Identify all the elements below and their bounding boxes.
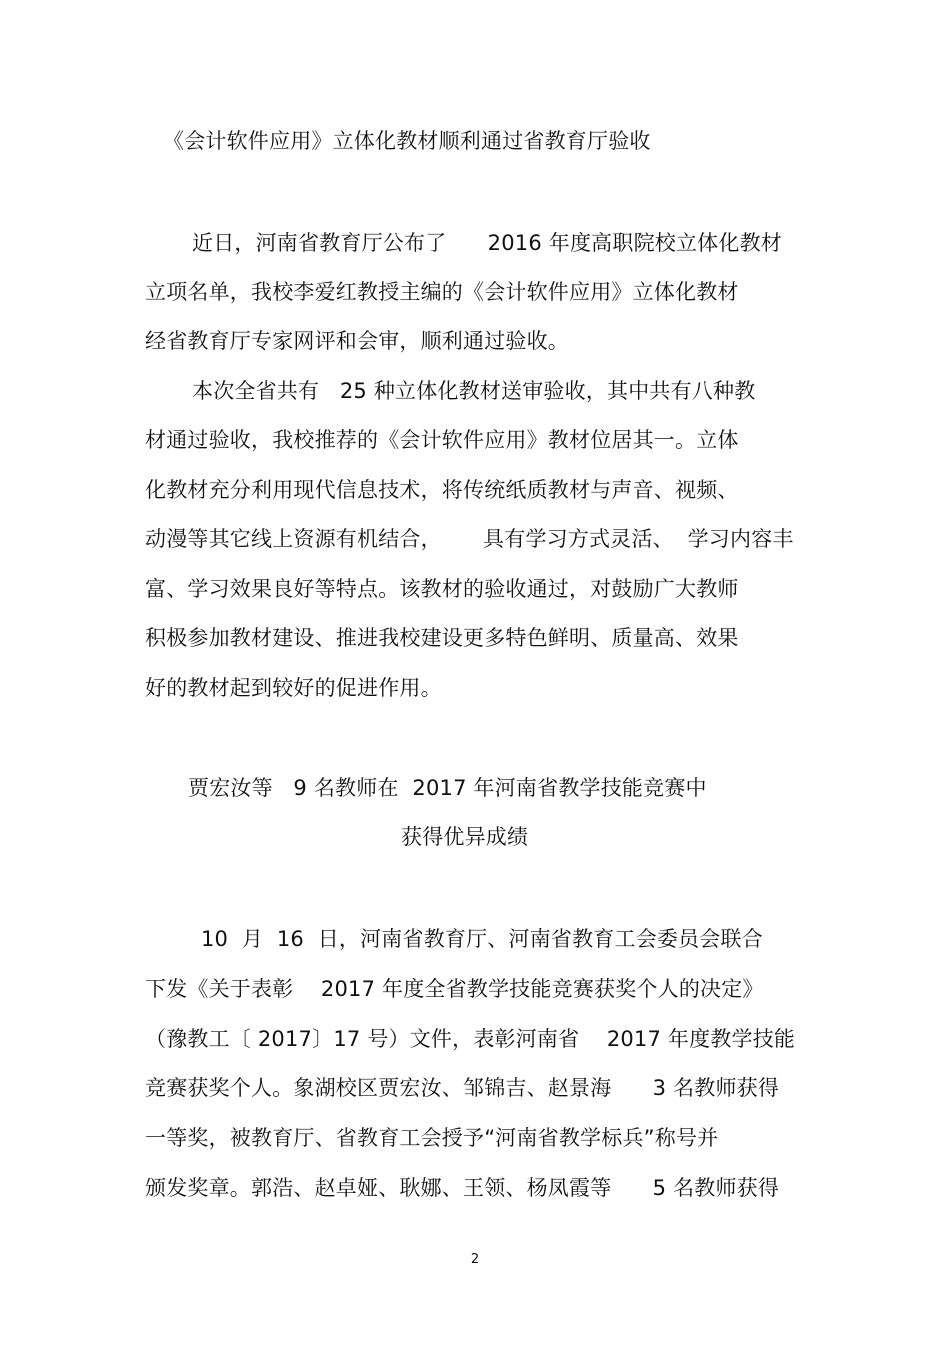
- article2-p1-line3: （豫教工〔 2017〕17 号）文件，表彰河南省 2017 年度教学技能: [145, 1027, 796, 1051]
- article1-p1-line1: 近日，河南省教育厅公布了 2016 年度高职院校立体化教材: [192, 231, 782, 255]
- article1-p2-line2: 材通过验收，我校推荐的《会计软件应用》教材位居其一。立体: [145, 428, 739, 452]
- article2-p1-line6: 颁发奖章。郭浩、赵卓娅、耿娜、王领、杨凤霞等 5 名教师获得: [145, 1176, 780, 1200]
- article1-title: 《会计软件应用》立体化教材顺利通过省教育厅验收: [163, 129, 651, 153]
- article2-p1-line2: 下发《关于表彰 2017 年度全省教学技能竞赛获奖个人的决定》: [145, 977, 764, 1001]
- article2-p1-line5: 一等奖，被教育厅、省教育工会授予“河南省教学标兵”称号并: [145, 1126, 719, 1150]
- article2-title-line1: 贾宏汝等 9 名教师在 2017 年河南省教学技能竞赛中: [188, 776, 707, 800]
- article1-p2-line3: 化教材充分利用现代信息技术，将传统纸质教材与声音、视频、: [145, 478, 739, 502]
- article1-p1-line2: 立项名单，我校李爱红教授主编的《会计软件应用》立体化教材: [145, 280, 739, 304]
- page-number: 2: [470, 1252, 480, 1267]
- article1-p2-line1: 本次全省共有 25 种立体化教材送审验收，其中共有八种教: [192, 379, 756, 403]
- article2-title-line2: 获得优异成绩: [401, 825, 529, 849]
- article1-p2-line5: 富、学习效果良好等特点。该教材的验收通过，对鼓励广大教师: [145, 577, 739, 601]
- article1-p2-line7: 好的教材起到较好的促进作用。: [145, 676, 442, 700]
- article2-p1-line4: 竞赛获奖个人。象湖校区贾宏汝、邹锦吉、赵景海 3 名教师获得: [145, 1076, 780, 1100]
- article1-p2-line4: 动漫等其它线上资源有机结合， 具有学习方式灵活、 学习内容丰: [145, 527, 794, 551]
- article2-p1-line1: 10 月 16 日，河南省教育厅、河南省教育工会委员会联合: [201, 927, 763, 951]
- article1-p1-line3: 经省教育厅专家网评和会审，顺利通过验收。: [145, 329, 569, 353]
- article1-p2-line6: 积极参加教材建设、推进我校建设更多特色鲜明、质量高、效果: [145, 626, 739, 650]
